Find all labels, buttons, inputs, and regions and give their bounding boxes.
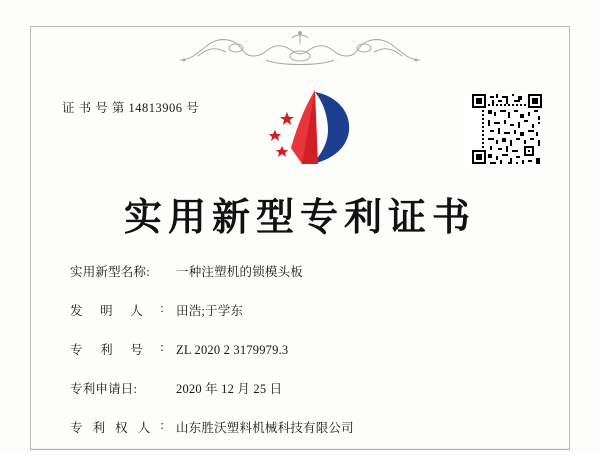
label-char: : xyxy=(160,418,164,432)
label-char: 专 xyxy=(70,421,83,435)
field-patentee xyxy=(70,418,540,436)
label-char: 专 xyxy=(70,343,83,357)
page-title: 实用新型专利证书 xyxy=(123,194,476,239)
label-char: 发 xyxy=(70,304,83,318)
value-inventor: 田浩;于学东 xyxy=(176,304,244,318)
certificate-serial-number: 证 书 号 第 14813906 号 xyxy=(62,101,200,115)
label-utility-model-name: 实用新型名称: xyxy=(70,265,150,279)
label-char: : xyxy=(160,340,164,354)
label-patentee xyxy=(70,418,176,436)
qr-code xyxy=(470,92,544,166)
field-utility-model-name xyxy=(70,262,540,280)
label-char: 利 xyxy=(100,343,113,357)
label-inventor xyxy=(70,301,176,319)
field-application-date xyxy=(70,379,540,397)
value-patentee: 山东胜沃塑料机械科技有限公司 xyxy=(176,421,354,435)
field-inventor xyxy=(70,301,540,319)
label-char: 权 xyxy=(115,421,128,435)
value-patent-number: ZL 2020 2 3179979.3 xyxy=(176,343,289,357)
label-char: : xyxy=(160,301,164,315)
label-char: 利 xyxy=(92,421,106,435)
label-char: 明 xyxy=(100,304,113,318)
label-patent-number xyxy=(70,340,176,358)
value-application-date: 2020 年 12 月 25 日 xyxy=(176,382,283,396)
field-patent-number xyxy=(70,340,540,358)
label-char: 人 xyxy=(137,421,151,435)
certificate-fields xyxy=(70,262,540,457)
decorative-ornament xyxy=(170,26,430,68)
label-char: 人 xyxy=(130,304,143,318)
value-utility-model-name: 一种注塑机的锁模头板 xyxy=(176,265,304,279)
label-char: 号 xyxy=(130,343,143,357)
label-application-date: 专利申请日: xyxy=(70,382,138,396)
patent-office-logo xyxy=(258,86,354,170)
